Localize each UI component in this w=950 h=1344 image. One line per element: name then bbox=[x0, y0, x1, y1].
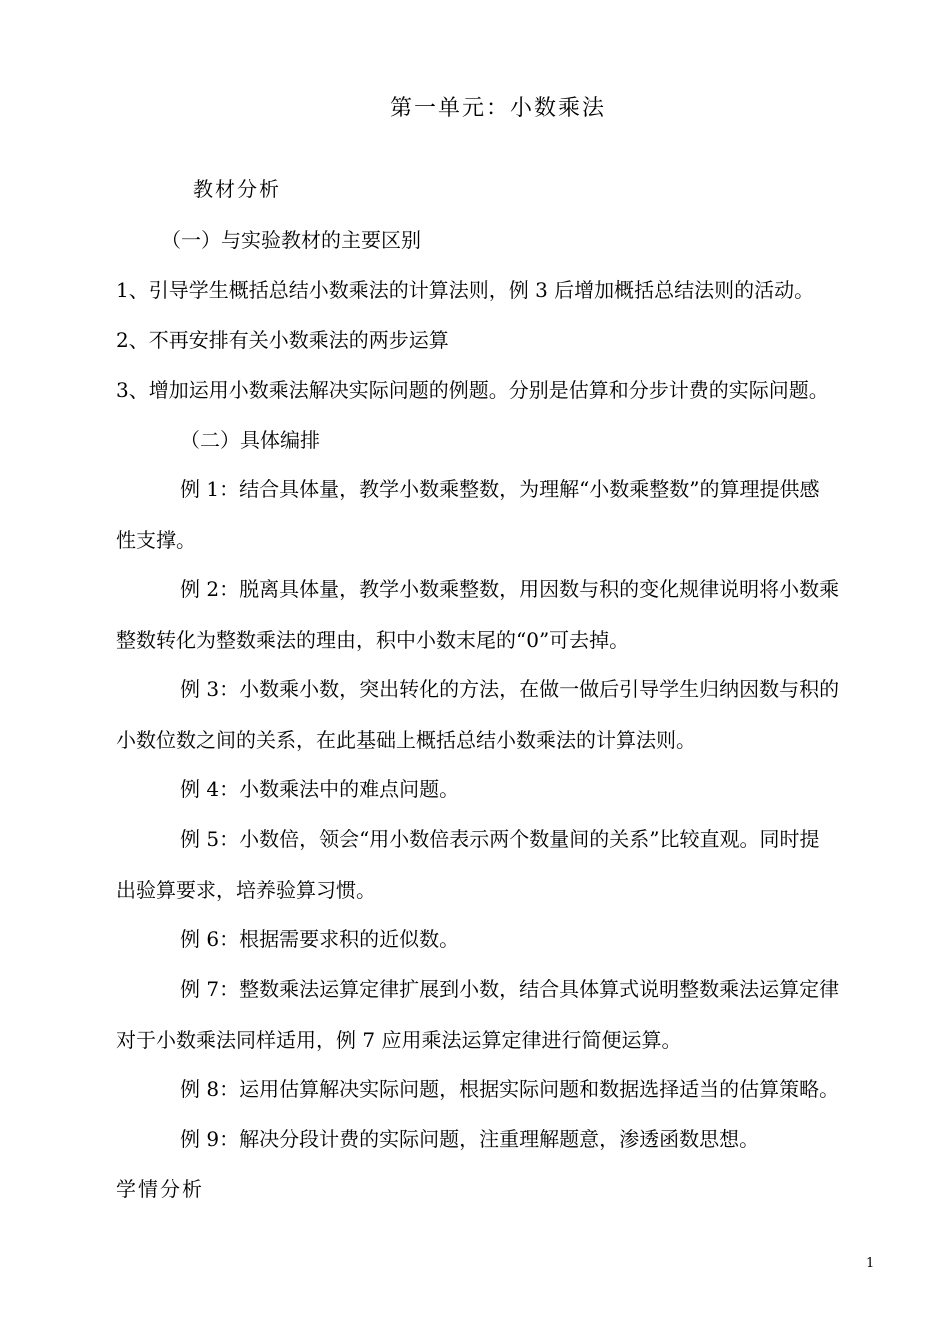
example-5-line-2: 出验算要求，培养验算习惯。 bbox=[116, 878, 376, 902]
example-3-line-2: 小数位数之间的关系，在此基础上概括总结小数乘法的计算法则。 bbox=[116, 728, 696, 752]
section-heading-learning-analysis: 学情分析 bbox=[116, 1177, 204, 1201]
example-8-line-1: 例 8：运用估算解决实际问题，根据实际问题和数据选择适当的估算策略。 bbox=[180, 1077, 840, 1101]
example-paragraph-3 bbox=[116, 675, 886, 754]
example-6-line-1: 例 6：根据需要求积的近似数。 bbox=[180, 927, 460, 951]
example-5-line-1: 例 5：小数倍，领会“用小数倍表示两个数量间的关系”比较直观。同时提 bbox=[180, 827, 820, 851]
example-3-line-1: 例 3：小数乘小数，突出转化的方法，在做一做后引导学生归纳因数与积的 bbox=[180, 677, 840, 701]
example-2-line-1: 例 2：脱离具体量，教学小数乘整数，用因数与积的变化规律说明将小数乘 bbox=[180, 577, 840, 601]
example-7-line-2: 对于小数乘法同样适用，例 7 应用乘法运算定律进行简便运算。 bbox=[116, 1028, 682, 1052]
example-2-line-2: 整数转化为整数乘法的理由，积中小数末尾的“0”可去掉。 bbox=[116, 628, 630, 652]
subheading-main-differences: （一）与实验教材的主要区别 bbox=[161, 228, 421, 252]
example-4-line-1: 例 4：小数乘法中的难点问题。 bbox=[180, 777, 460, 801]
difference-item-3: 3、增加运用小数乘法解决实际问题的例题。分别是估算和分步计费的实际问题。 bbox=[116, 378, 829, 402]
example-paragraph-9 bbox=[116, 1125, 886, 1153]
example-1-line-2: 性支撑。 bbox=[116, 528, 196, 552]
example-paragraph-6 bbox=[116, 925, 886, 953]
section-heading-textbook-analysis: 教材分析 bbox=[193, 177, 281, 201]
example-7-line-1: 例 7：整数乘法运算定律扩展到小数，结合具体算式说明整数乘法运算定律 bbox=[180, 977, 840, 1001]
example-9-line-1: 例 9：解决分段计费的实际问题，注重理解题意，渗透函数思想。 bbox=[180, 1127, 760, 1151]
example-paragraph-8 bbox=[116, 1075, 886, 1103]
example-paragraph-4 bbox=[116, 775, 886, 803]
subheading-specific-arrangement: （二）具体编排 bbox=[180, 428, 320, 452]
example-paragraph-1 bbox=[116, 475, 886, 554]
page-number: 1 bbox=[866, 1256, 875, 1271]
example-paragraph-2 bbox=[116, 575, 886, 654]
difference-item-1: 1、引导学生概括总结小数乘法的计算法则，例 3 后增加概括总结法则的活动。 bbox=[116, 278, 815, 302]
example-1-line-1: 例 1：结合具体量，教学小数乘整数，为理解“小数乘整数”的算理提供感 bbox=[180, 477, 820, 501]
document-title: 第一单元：小数乘法 bbox=[389, 96, 606, 121]
difference-item-2: 2、不再安排有关小数乘法的两步运算 bbox=[116, 328, 449, 352]
example-paragraph-5 bbox=[116, 825, 886, 904]
example-paragraph-7 bbox=[116, 975, 886, 1054]
